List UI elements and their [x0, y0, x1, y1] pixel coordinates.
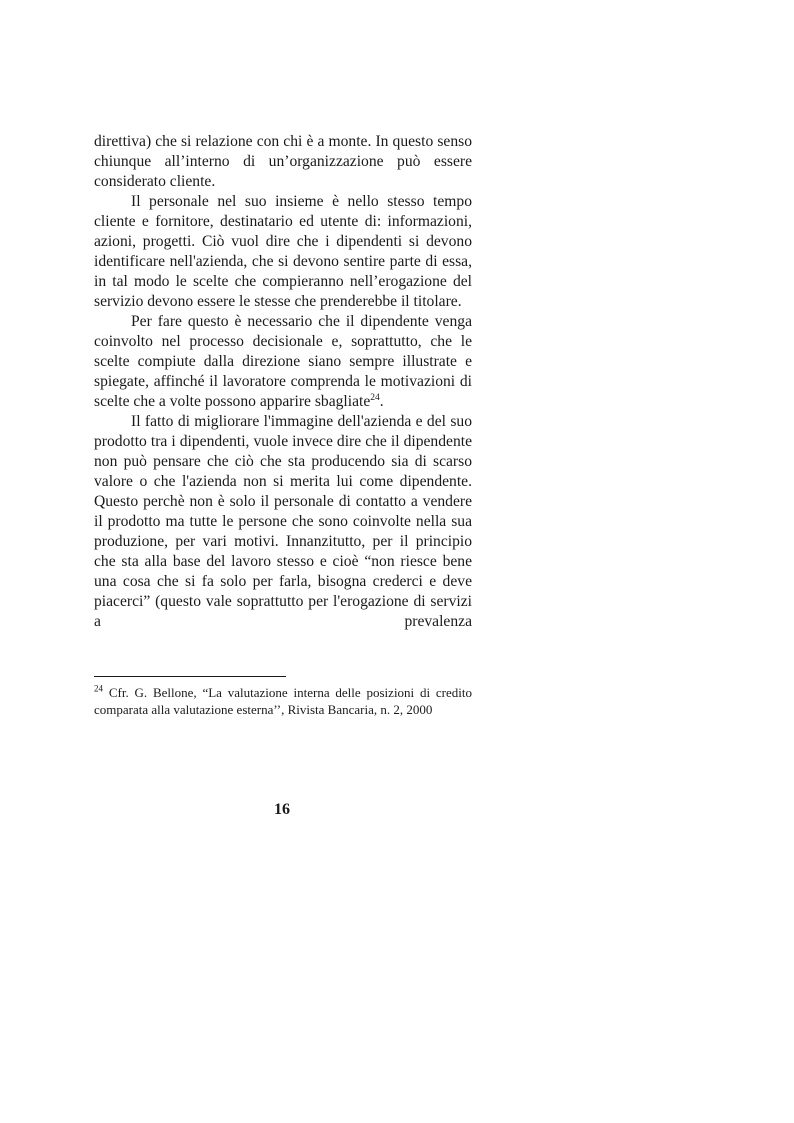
paragraph-3-text: Per fare questo è necessario che il dipendente venga coinvolto nel processo decisionale e, soprattutto, che le scelte compiute dalla direzione siano sempre illustrate e spiegate, affinché il lavoratore comprenda le motivazioni di scelte che a volte possono apparire sbagliate — [94, 313, 472, 410]
footnote-separator — [94, 676, 286, 677]
paragraph-4: Il fatto di migliorare l'immagine dell'azienda e del suo prodotto tra i dipendenti, vuole invece dire che il dipendente non può pensare che ciò che sta producendo sia di scarso valore o che l'azienda non si merita lui come dipendente. Questo perchè non è solo il personale di contatto a vendere il prodotto ma tutte le persone che sono coinvolte nella sua produzione, per vari motivi. Innanzitutto, per il principio che sta alla base del lavoro stesso e cioè “non riesce bene una cosa che si fa solo per farla, bisogna crederci e deve piacerci” (questo vale soprattutto per l'erogazione di servizi a prevalenza — [94, 413, 472, 630]
footnote — [94, 684, 472, 718]
paragraph-3-end: . — [379, 393, 384, 410]
body-text — [94, 132, 472, 632]
paragraph-2: Il personale nel suo insieme è nello stesso tempo cliente e fornitore, destinatario ed utente di: informazioni, azioni, progetti. Ciò vuol dire che i dipendenti si devono identificare nell'azienda, che si devono sentire parte di essa, in tal modo le scelte che compieranno nell’erogazione del servizio devono essere le stesse che prenderebbe il titolare. — [94, 193, 472, 310]
page-number: 16 — [274, 801, 290, 818]
footnote-reference[interactable]: 24 — [370, 392, 380, 403]
footnote-text: Cfr. G. Bellone, “La valutazione interna delle posizioni di credito comparata alla valutazione esterna’’, Rivista Bancaria, n. 2, 2000 — [94, 685, 473, 717]
paragraph-3 — [94, 312, 472, 412]
footnote-number: 24 — [94, 683, 103, 694]
paragraph-1: direttiva) che si relazione con chi è a monte. In questo senso chiunque all’interno di un’organizzazione può essere considerato cliente. — [94, 133, 472, 190]
